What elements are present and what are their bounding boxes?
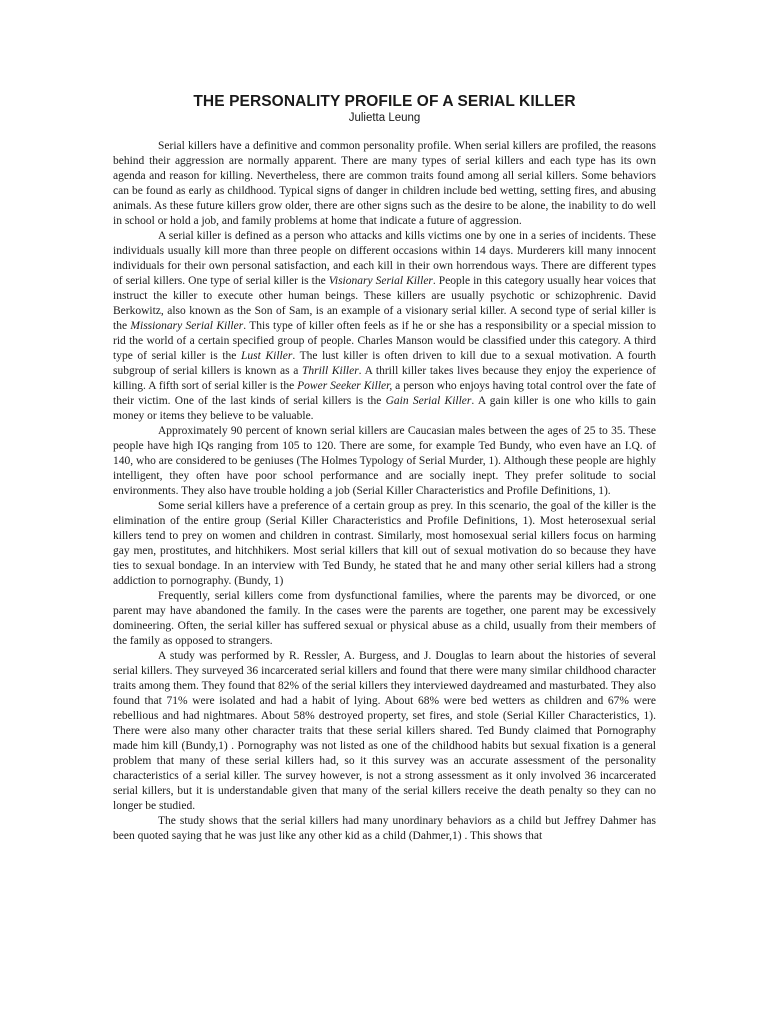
italic-term: Missionary Serial Killer — [130, 320, 244, 332]
italic-term: Power Seeker Killer, — [297, 380, 393, 392]
document-page — [113, 92, 656, 844]
text-run: Frequently, serial killers come from dysfunctional families, where the parents may be divorced, or one parent may have abandoned the family. In the cases were the parents are together, one parent may be excessively domineering. Often, the serial killer has suffered sexual or physical abuse as a child, usually from their members of the family as opposed to strangers. — [113, 590, 656, 647]
italic-term: Visionary Serial Killer — [328, 275, 433, 287]
document-title: THE PERSONALITY PROFILE OF A SERIAL KILLER — [193, 93, 576, 110]
text-run: A serial killer is defined as a person who attacks and kills victims one by one in a series of incidents. These individuals usually kill more than three people on different occasions within 14 days. Murderers kill many innocent individuals for their own personal satisfaction, and each kill in their own horrendous ways. There are different types of serial killers. One type of serial killer is the — [113, 230, 656, 287]
body-paragraph — [113, 229, 656, 424]
text-run: . This type of killer often feels as if he or she has a responsibility or a special mission to rid the world of a certain specified group of people. Charles Manson would be classified under this category. A third type of serial killer is the — [113, 320, 656, 362]
text-run: . People in this category usually hear voices that instruct the killer to execute other human beings. These killers are usually psychotic or schizophrenic. David Berkowitz, also known as the Son of Sam, is an example of a visionary serial killer. A second type of serial killer is the — [113, 275, 656, 332]
text-run: Approximately 90 percent of known serial killers are Caucasian males between the ages of 25 to 35. These people have high IQs ranging from 105 to 120. There are some, for example Ted Bundy, who even have an I.Q. of 140, who are considered to be geniuses (The Holmes Typology of Serial Murder, 1). Although these people are highly intelligent, they often have poor school performance and are socially inept. They prefer solitude to social environments. They also have trouble holding a job (Serial Killer Characteristics and Profile Definitions, 1). — [113, 425, 656, 497]
text-run: a person who enjoys having total control over the fate of their victim. One of the last kinds of serial killers is the — [113, 380, 657, 407]
body-paragraph — [113, 139, 656, 229]
text-run: . A gain killer is one who kills to gain money or items they believe to be valuable. — [113, 395, 656, 422]
text-run: . The lust killer is often driven to kill due to a sexual motivation. A fourth subgroup of serial killers is known as a — [113, 350, 656, 377]
body-paragraph — [113, 499, 656, 589]
body-paragraph — [113, 424, 656, 499]
body-paragraph — [113, 649, 656, 814]
text-run: Some serial killers have a preference of a certain group as prey. In this scenario, the goal of the killer is the elimination of the entire group (Serial Killer Characteristics and Profile Definitions, 1). Most heterosexual serial killers tend to prey on women and children in contrast. Similarly, most homosexual serial killers focus on harming gay men, prostitutes, and hitchhikers. Most serial killers that kill out of sexual motivation do so because they have ties to sexual bondage. In an interview with Ted Bundy, he stated that he and many other serial killers had a strong addiction to pornography. (Bundy, 1) — [113, 500, 656, 587]
italic-term: Lust Killer — [241, 350, 293, 362]
text-run: A study was performed by R. Ressler, A. Burgess, and J. Douglas to learn about the histories of several serial killers. They surveyed 36 incarcerated serial killers and found that there were many similar childhood character traits among them. They found that 82% of the serial killers they interviewed daydreamed and masturbated. They also found that 71% were isolated and had a habit of lying. About 68% were bed wetters as children and 67% were rebellious and had nightmares. About 58% destroyed property, set fires, and stole (Serial Killer Characteristics, 1). There were also many other character traits that these serial killers shared. Ted Bundy claimed that Pornography made him kill (Bundy,1) . Pornography was not listed as one of the childhood habits but sexual fixation is a general problem that many of these serial killers had, so it this survey was an accurate assessment of the personality characteristics of a serial killer. The survey however, is not a strong assessment as it only involved 36 incarcerated serial killers, but it is understandable given that many of the serial killers receive the death penalty so they can no longer be studied. — [113, 650, 656, 812]
italic-term: Thrill Killer — [301, 365, 359, 377]
document-author: Julietta Leung — [348, 112, 421, 124]
body-paragraph — [113, 589, 656, 649]
document-body — [113, 139, 656, 844]
body-paragraph — [113, 814, 656, 844]
text-run: . A thrill killer takes lives because they enjoy the experience of killing. A fifth sort of serial killer is the — [113, 365, 656, 392]
text-run: Serial killers have a definitive and common personality profile. When serial killers are profiled, the reasons behind their aggression are normally apparent. There are many types of serial killers and each type has its own agenda and reason for killing. Nevertheless, there are common traits found among all serial killers. Some behaviors can be found as early as childhood. Typical signs of danger in children include bed wetting, setting fires, and abusing animals. As these future killers grow older, there are other signs such as the desire to be alone, the inability to do well in school or hold a job, and family problems at home that indicate a future of aggression. — [113, 140, 656, 227]
text-run: The study shows that the serial killers had many unordinary behaviors as a child but Jeffrey Dahmer has been quoted saying that he was just like any other kid as a child (Dahmer,1) . This shows that — [113, 815, 656, 842]
italic-term: Gain Serial Killer — [385, 395, 472, 407]
